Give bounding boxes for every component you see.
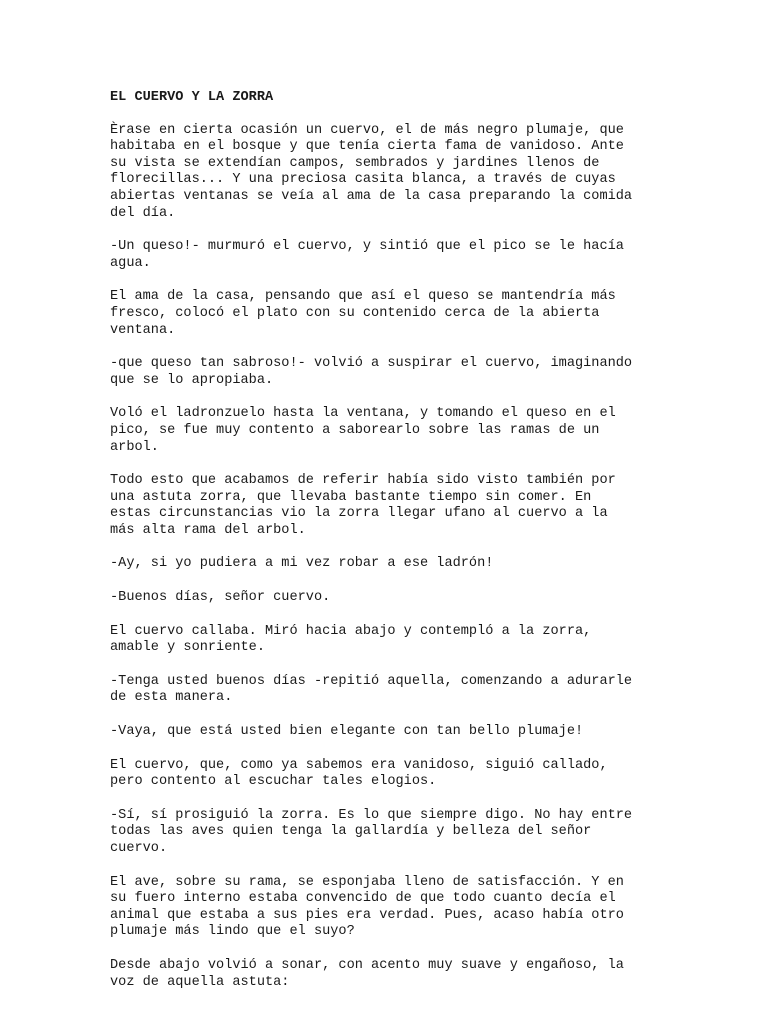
text-line: del día.	[110, 205, 176, 221]
paragraph	[110, 289, 670, 339]
text-line: El ave, sobre su rama, se esponjaba lleno de satisfacción. Y en	[110, 874, 624, 890]
paragraph	[110, 473, 670, 539]
text-line: más alta rama del arbol.	[110, 522, 306, 538]
paragraph	[110, 875, 670, 941]
paragraph	[110, 239, 670, 272]
text-line: habitaba en el bosque y que tenía cierta fama de vanidoso. Ante	[110, 139, 624, 155]
paragraph	[110, 724, 670, 741]
paragraph	[110, 624, 670, 657]
paragraph	[110, 674, 670, 707]
text-line: Èrase en cierta ocasión un cuervo, el de más negro plumaje, que	[110, 122, 624, 138]
text-line: fresco, colocó el plato con su contenido cerca de la abierta	[110, 305, 600, 321]
paragraph	[110, 808, 670, 858]
document-body	[110, 123, 670, 992]
text-line: voz de aquella astuta:	[110, 974, 290, 990]
document-page	[110, 90, 670, 1008]
paragraph	[110, 758, 670, 791]
text-line: abiertas ventanas se veía al ama de la casa preparando la comida	[110, 188, 633, 204]
text-line: ventana.	[110, 322, 176, 338]
text-line: pero contento al escuchar tales elogios.	[110, 774, 437, 790]
text-line: -Tenga usted buenos días -repitió aquella, comenzando a adurarle	[110, 673, 633, 689]
text-line: plumaje más lindo que el suyo?	[110, 924, 355, 940]
text-line: arbol.	[110, 439, 159, 455]
text-line: El cuervo, que, como ya sabemos era vanidoso, siguió callado,	[110, 757, 608, 773]
text-line: -que queso tan sabroso!- volvió a suspirar el cuervo, imaginando	[110, 356, 633, 372]
text-line: -Un queso!- murmuró el cuervo, y sintió que el pico se le hacía	[110, 239, 624, 255]
text-line: florecillas... Y una preciosa casita blanca, a través de cuyas	[110, 172, 616, 188]
text-line: cuervo.	[110, 841, 168, 856]
text-line: animal que estaba a sus pies era verdad. Pues, acaso había otro	[110, 907, 624, 923]
paragraph	[110, 556, 670, 573]
text-line: de esta manera.	[110, 690, 233, 706]
text-line: amable y sonriente.	[110, 640, 265, 656]
document-title: EL CUERVO Y LA ZORRA	[110, 90, 274, 105]
paragraph	[110, 958, 670, 991]
paragraph	[110, 356, 670, 389]
paragraph	[110, 590, 670, 607]
text-line: su vista se extendían campos, sembrados y jardines llenos de	[110, 155, 600, 171]
text-line: El cuervo callaba. Miró hacia abajo y contempló a la zorra,	[110, 623, 592, 639]
text-line: Desde abajo volvió a sonar, con acento muy suave y engañoso, la	[110, 957, 624, 973]
text-line: su fuero interno estaba convencido de que todo cuanto decía el	[110, 891, 616, 907]
text-line: todas las aves quien tenga la gallardía y belleza del señor	[110, 824, 592, 840]
text-line: agua.	[110, 255, 151, 271]
text-line: -Sí, sí prosiguió la zorra. Es lo que siempre digo. No hay entre	[110, 807, 633, 823]
text-line: Voló el ladronzuelo hasta la ventana, y tomando el queso en el	[110, 406, 616, 422]
text-line: una astuta zorra, que llevaba bastante tiempo sin comer. En	[110, 489, 592, 505]
text-line: El ama de la casa, pensando que así el queso se mantendría más	[110, 289, 616, 305]
text-line: estas circunstancias vio la zorra llegar ufano al cuervo a la	[110, 506, 608, 522]
paragraph	[110, 406, 670, 456]
text-line: -Ay, si yo pudiera a mi vez robar a ese ladrón!	[110, 556, 494, 572]
text-line: -Vaya, que está usted bien elegante con tan bello plumaje!	[110, 724, 584, 740]
text-line: pico, se fue muy contento a saborearlo sobre las ramas de un	[110, 422, 600, 438]
text-line: -Buenos días, señor cuervo.	[110, 590, 331, 606]
paragraph	[110, 123, 670, 223]
text-line: Todo esto que acabamos de referir había sido visto también por	[110, 473, 616, 489]
text-line: que se lo apropiaba.	[110, 372, 274, 388]
